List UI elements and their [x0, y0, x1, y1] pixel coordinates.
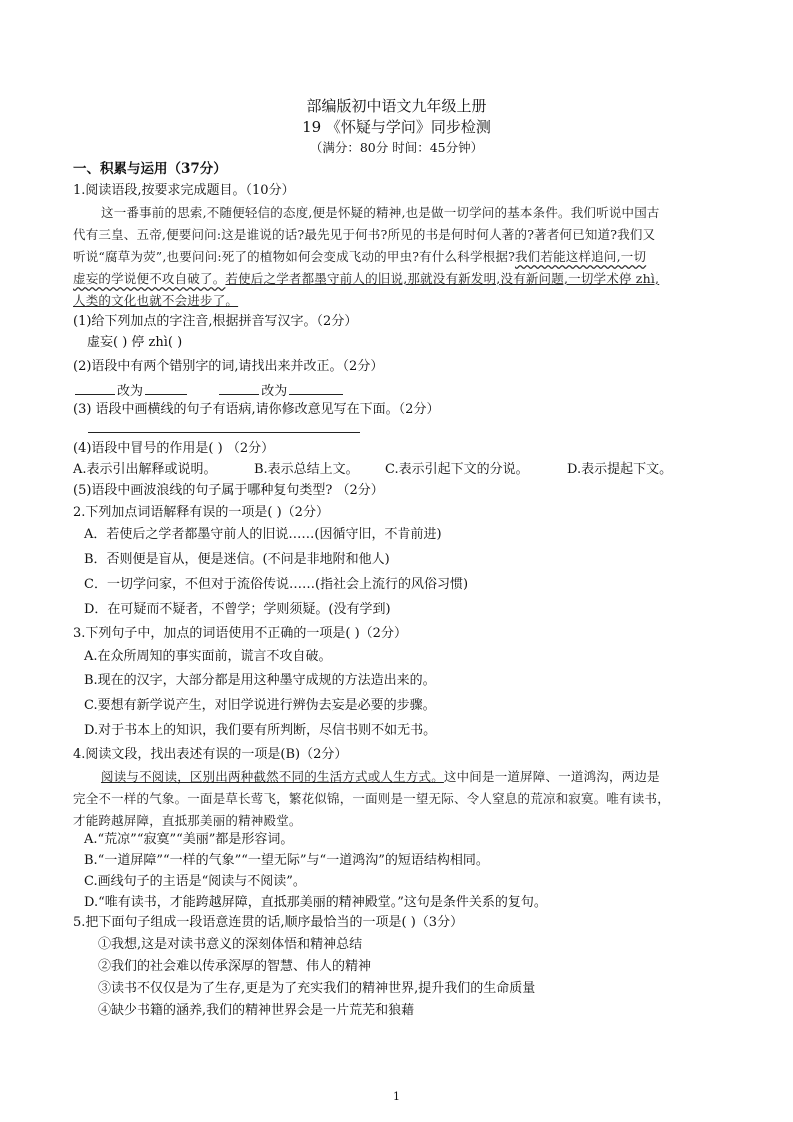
underlined-sentence-end: 人类的文化也就不会进步了。 — [73, 293, 239, 308]
wavy-underlined-sentence-end: 虚妄的学说便不攻自破了。 — [73, 271, 226, 286]
q5-item-4: ④缺少书籍的涵养,我们的精神世界会是一片荒芜和狼藉 — [98, 1003, 415, 1018]
answer-blank[interactable] — [75, 380, 115, 395]
q1-sub2-answer-line — [73, 380, 345, 401]
q1-passage-line-1: 这一番事前的思索,不随便轻信的态度,便是怀疑的精神,也是做一切学问的基本条件。我们听说中国古 — [101, 205, 660, 220]
underlined-sentence: 若使后之学者都墨守前人的旧说,那就没有新发明,没有新问题,一切学术停 zhì, — [225, 271, 660, 286]
q1-passage-line-4 — [73, 270, 659, 288]
question-3-prompt: 3.下列句子中，加点的词语使用不正确的一项是( )（2分） — [73, 626, 407, 641]
q4-option-b: B.“一道屏障”“一样的气象”“一望无际”与“一道鸿沟”的短语结构相同。 — [84, 853, 489, 868]
q2-option-d: D．在可疑而不疑者，不曾学；学则须疑。(没有学到) — [84, 602, 391, 617]
q4-passage-line-1-rest: 这中间是一道屏障、一道鸿沟，两边是 — [443, 769, 660, 784]
q2-option-b: B．否则便是盲从，便是迷信。(不问是非地附和他人) — [84, 552, 390, 567]
q2-option-c: C．一切学问家，不但对于流俗传说……(指社会上流行的风俗习惯) — [84, 577, 469, 592]
score-time-info: （满分：80分 时间：45分钟） — [309, 140, 484, 155]
answer-line[interactable] — [88, 432, 360, 433]
q1-sub3-prompt: (3) 语段中画横线的句子有语病,请你修改意见写在下面。（2分） — [73, 402, 440, 417]
answer-blank[interactable] — [145, 380, 187, 395]
q1-sub4-option-d: D.表示提起下文。 — [567, 462, 673, 477]
q1-sub5-prompt: (5)语段中画波浪线的句子属于哪种复句类型? （2分） — [73, 483, 384, 498]
q4-option-a: A.“荒凉”“寂寞”“美丽”都是形容词。 — [84, 832, 294, 847]
document-subtitle: 19 《怀疑与学问》同步检测 — [302, 118, 491, 136]
q1-sub4-prompt: (4)语段中冒号的作用是( ) （2分） — [73, 441, 275, 456]
question-4-prompt: 4.阅读文段，找出表述有误的一项是(B)（2分） — [73, 747, 348, 762]
q1-sub2-prompt: (2)语段中有两个错别字的词,请找出来并改正。（2分） — [73, 359, 384, 374]
question-5-prompt: 5.把下面句子组成一段语意连贯的话,顺序最恰当的一项是( )（3分） — [73, 915, 464, 930]
q2-option-a: A．若使后之学者都墨守前人的旧说……(因循守旧，不肯前进) — [84, 527, 442, 542]
q1-passage-line-5 — [73, 292, 238, 310]
q1-sub1-prompt: (1)给下列加点的字注音,根据拼音写汉字。（2分） — [73, 314, 358, 329]
q4-passage-line-2: 完全不一样的气象。一面是草长莺飞，繁花似锦，一面则是一望无际、令人窒息的荒凉和寂寞。唯有读书， — [73, 791, 670, 806]
q4-passage-line-1 — [101, 768, 660, 786]
q1-passage-line-3 — [73, 248, 646, 266]
q1-sub4-option-b: B.表示总结上文。 — [254, 462, 359, 477]
answer-blank[interactable] — [289, 380, 343, 395]
underlined-sentence: 阅读与不阅读，区别出两种截然不同的生活方式或人生方式。 — [101, 769, 444, 784]
change-to-label: 改为 — [117, 384, 144, 399]
q1-passage-line-2: 代有三皇、五帝,便要问问:这是谁说的话?最先见于何书?所见的书是何时何人著的?著者何已知道?我们又 — [73, 227, 656, 242]
q5-item-3: ③读书不仅仅是为了生存,更是为了充实我们的精神世界,提升我们的生命质量 — [98, 981, 536, 996]
q1-sub4-option-a: A.表示引出解释或说明。 — [73, 462, 217, 477]
question-1-prompt: 1.阅读语段,按要求完成题目。（10分） — [73, 183, 295, 198]
q3-option-a: A.在众所周知的事实面前，谎言不攻自破。 — [84, 649, 332, 664]
document-title: 部编版初中语文九年级上册 — [306, 97, 487, 115]
q4-option-d: D.“唯有读书，才能跨越屏障，直抵那美丽的精神殿堂。”这句是条件关系的复句。 — [84, 895, 547, 910]
q3-option-d: D.对于书本上的知识，我们要有所判断，尽信书则不如无书。 — [84, 723, 437, 738]
question-2-prompt: 2.下列加点词语解释有误的一项是( )（2分） — [73, 505, 329, 520]
change-to-label: 改为 — [261, 384, 288, 399]
q5-item-1: ①我想,这是对读书意义的深刻体悟和精神总结 — [98, 937, 363, 952]
section-heading: 一、积累与运用（37分） — [73, 161, 227, 177]
q1-sub1-items: 虚妄( ) 停 zhì( ) — [87, 335, 183, 350]
wavy-underlined-sentence: 我们若能这样追问,一切 — [514, 249, 647, 264]
q1-passage-line-3-text: 听说“腐草为荧”,也要问问:死了的植物如何会变成飞动的甲虫?有什么科学根据? — [73, 249, 515, 264]
page-number: 1 — [393, 1090, 400, 1103]
answer-blank[interactable] — [219, 380, 259, 395]
q4-option-c: C.画线句子的主语是“阅读与不阅读”。 — [84, 874, 306, 889]
q3-option-b: B.现在的汉字，大部分都是用这种墨守成规的方法造出来的。 — [84, 673, 436, 688]
q3-option-c: C.要想有新学说产生，对旧学说进行辨伪去妄是必要的步骤。 — [84, 698, 436, 713]
q4-passage-line-3: 才能跨越屏障，直抵那美丽的精神殿堂。 — [73, 813, 302, 828]
q1-sub4-option-c: C.表示引起下文的分说。 — [385, 462, 529, 477]
q5-item-2: ②我们的社会难以传承深厚的智慧、伟人的精神 — [98, 959, 372, 974]
